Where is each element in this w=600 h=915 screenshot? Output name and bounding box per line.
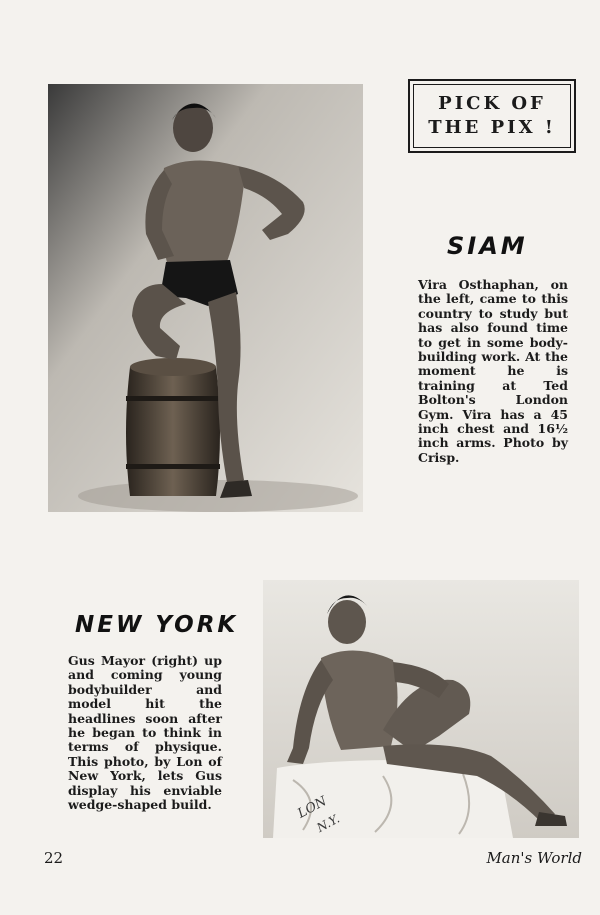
siam-heading: SIAM xyxy=(447,232,528,260)
siam-caption: Vira Osthaphan, on the left, came to this country to study but has also found time to get in some body-building work. At the moment he is training at Ted Bolton's London Gym. Vira has a 45 inch chest and 16½ inch arms. Photo by Crisp. xyxy=(418,277,568,465)
svg-text:LON: LON xyxy=(295,794,330,822)
pick-box-line-2: THE PIX ! xyxy=(428,117,556,138)
pick-of-the-pix-box xyxy=(408,79,576,153)
svg-text:N.Y.: N.Y. xyxy=(314,811,342,835)
new-york-caption: Gus Mayor (right) up and coming young bodybuilder and model hit the headlines soon after he began to think in terms of physique. This photo, by Lon of New York, lets Gus display his enviable wedge-shaped build. xyxy=(68,653,222,813)
pick-box-line-1: PICK OF xyxy=(438,93,546,114)
photo-new-york-bodybuilder xyxy=(263,580,579,838)
new-york-heading: NEW YORK xyxy=(75,612,239,638)
pick-of-the-pix-inner xyxy=(413,84,571,148)
page-number: 22 xyxy=(44,849,64,867)
photo-siam-bodybuilder xyxy=(48,84,363,512)
magazine-name: Man's World xyxy=(486,849,582,867)
